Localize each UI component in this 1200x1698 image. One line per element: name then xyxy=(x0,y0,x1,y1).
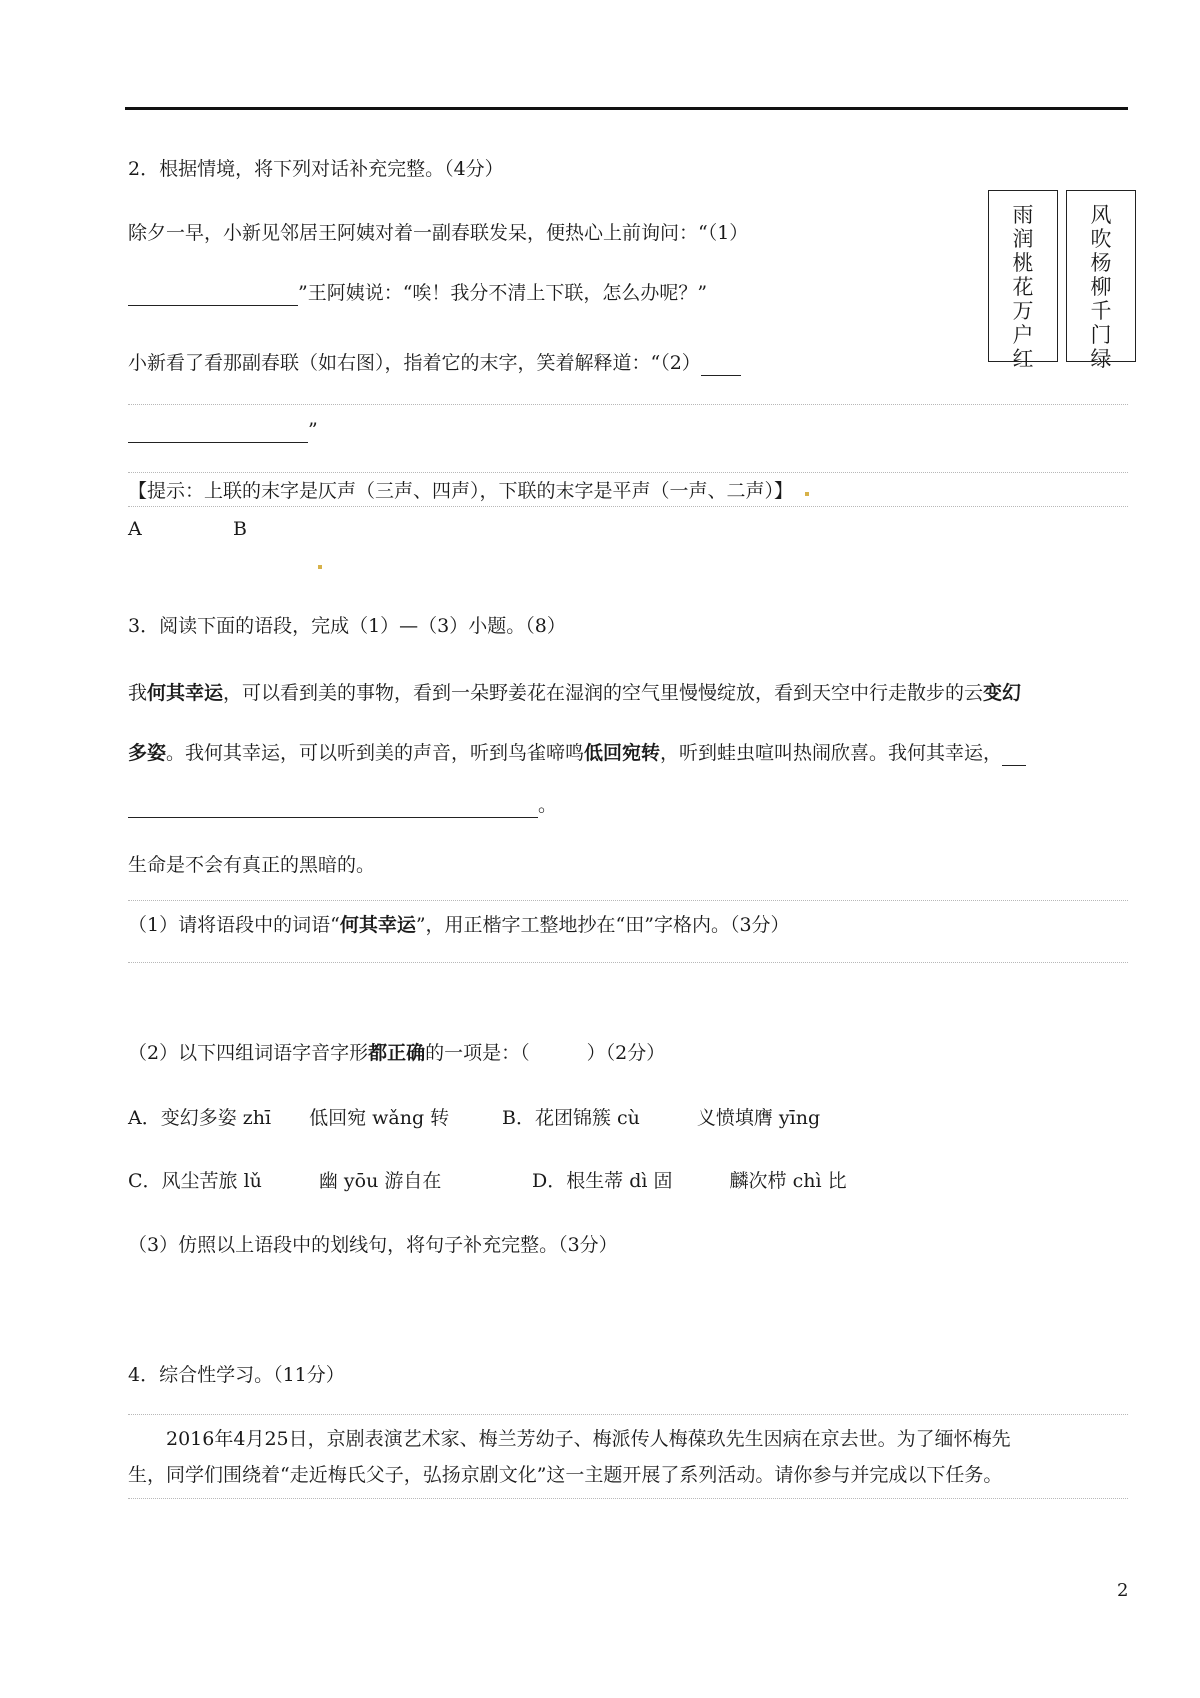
q2-line1: 除夕一早，小新见邻居王阿姨对着一副春联发呆，便热心上前询问：“（1） xyxy=(128,222,749,244)
header-rule xyxy=(125,107,1128,110)
q2-line3-text: 小新看了看那副春联（如右图），指着它的末字，笑着解释道：“（2） xyxy=(128,352,701,374)
q2-line4 xyxy=(128,417,318,443)
dotted-separator xyxy=(128,1498,1128,1499)
couplet-scroll-left: 雨 润 桃 花 万 户 红 xyxy=(988,190,1058,362)
q2-hint: 【提示：上联的末字是仄声（三声、四声），下联的末字是平声（一声、二声）】 xyxy=(128,480,794,502)
option-a: A．变幻多姿 zhī 低回宛 wǎng 转 xyxy=(128,1107,450,1129)
q3-passage-line4: 生命是不会有真正的黑暗的。 xyxy=(128,854,376,876)
dotted-separator xyxy=(128,900,1128,901)
q2-heading: 2．根据情境，将下列对话补充完整。（4分） xyxy=(128,158,504,180)
q3-sub2: （2）以下四组词语字音字形都正确的一项是：（ ）（2分） xyxy=(128,1042,666,1064)
label-a: A xyxy=(128,518,142,540)
q4-paragraph-line1: 2016年4月25日，京剧表演艺术家、梅兰芳幼子、梅派传人梅葆玖先生因病在京去世。为了缅怀梅先 xyxy=(128,1428,1011,1450)
scan-speck xyxy=(805,492,809,496)
couplet-scroll-right: 风 吹 杨 柳 千 门 绿 xyxy=(1066,190,1136,362)
q4-heading: 4．综合性学习。（11分） xyxy=(128,1364,345,1386)
answer-blank-1[interactable] xyxy=(128,285,298,306)
answer-blank-2b[interactable] xyxy=(128,422,308,443)
q2-line2 xyxy=(128,280,707,306)
q3-sub1: （1）请将语段中的词语“何其幸运”，用正楷字工整地抄在“田”字格内。（3分） xyxy=(128,914,790,936)
dotted-separator xyxy=(128,404,1128,405)
option-b: B．花团锦簇 cù 义愤填膺 yīng xyxy=(502,1107,821,1129)
q3-passage-line1: 我何其幸运，可以看到美的事物，看到一朵野姜花在湿润的空气里慢慢绽放，看到天空中行走散步的云变幻 xyxy=(128,682,1022,704)
q2-line3 xyxy=(128,350,741,376)
q2-line2-text: ”王阿姨说：“唉！我分不清上下联，怎么办呢？” xyxy=(298,282,708,304)
q3-heading: 3．阅读下面的语段，完成（1）—（3）小题。（8） xyxy=(128,615,566,637)
q4-paragraph-line2: 生，同学们围绕着“走近梅氏父子，弘扬京剧文化”这一主题开展了系列活动。请你参与并完成以下任务。 xyxy=(128,1464,1003,1486)
answer-blank-3b[interactable] xyxy=(128,797,538,818)
option-d: D．根生蒂 dì 固 麟次栉 chì 比 xyxy=(532,1170,847,1192)
dotted-separator xyxy=(128,1414,1128,1415)
q3-passage-line3: 。 xyxy=(128,792,557,818)
dotted-separator xyxy=(128,962,1128,963)
option-c: C．风尘苦旅 lǔ 幽 yōu 游自在 xyxy=(128,1170,442,1192)
q3-sub3: （3）仿照以上语段中的划线句，将句子补充完整。（3分） xyxy=(128,1234,618,1256)
scan-speck xyxy=(318,565,322,569)
page-number: 2 xyxy=(1117,1580,1129,1601)
label-b: B xyxy=(233,518,247,540)
q3-passage-line2: 多姿。我何其幸运，可以听到美的声音，听到鸟雀啼鸣低回宛转，听到蛙虫喧叫热闹欣喜。我何其幸运， xyxy=(128,740,1026,766)
answer-blank-3a[interactable] xyxy=(1002,745,1026,766)
answer-blank-2a[interactable] xyxy=(701,355,741,376)
dotted-separator xyxy=(128,506,1128,507)
q2-line4-text: ” xyxy=(308,419,318,441)
dotted-separator xyxy=(128,472,1128,473)
